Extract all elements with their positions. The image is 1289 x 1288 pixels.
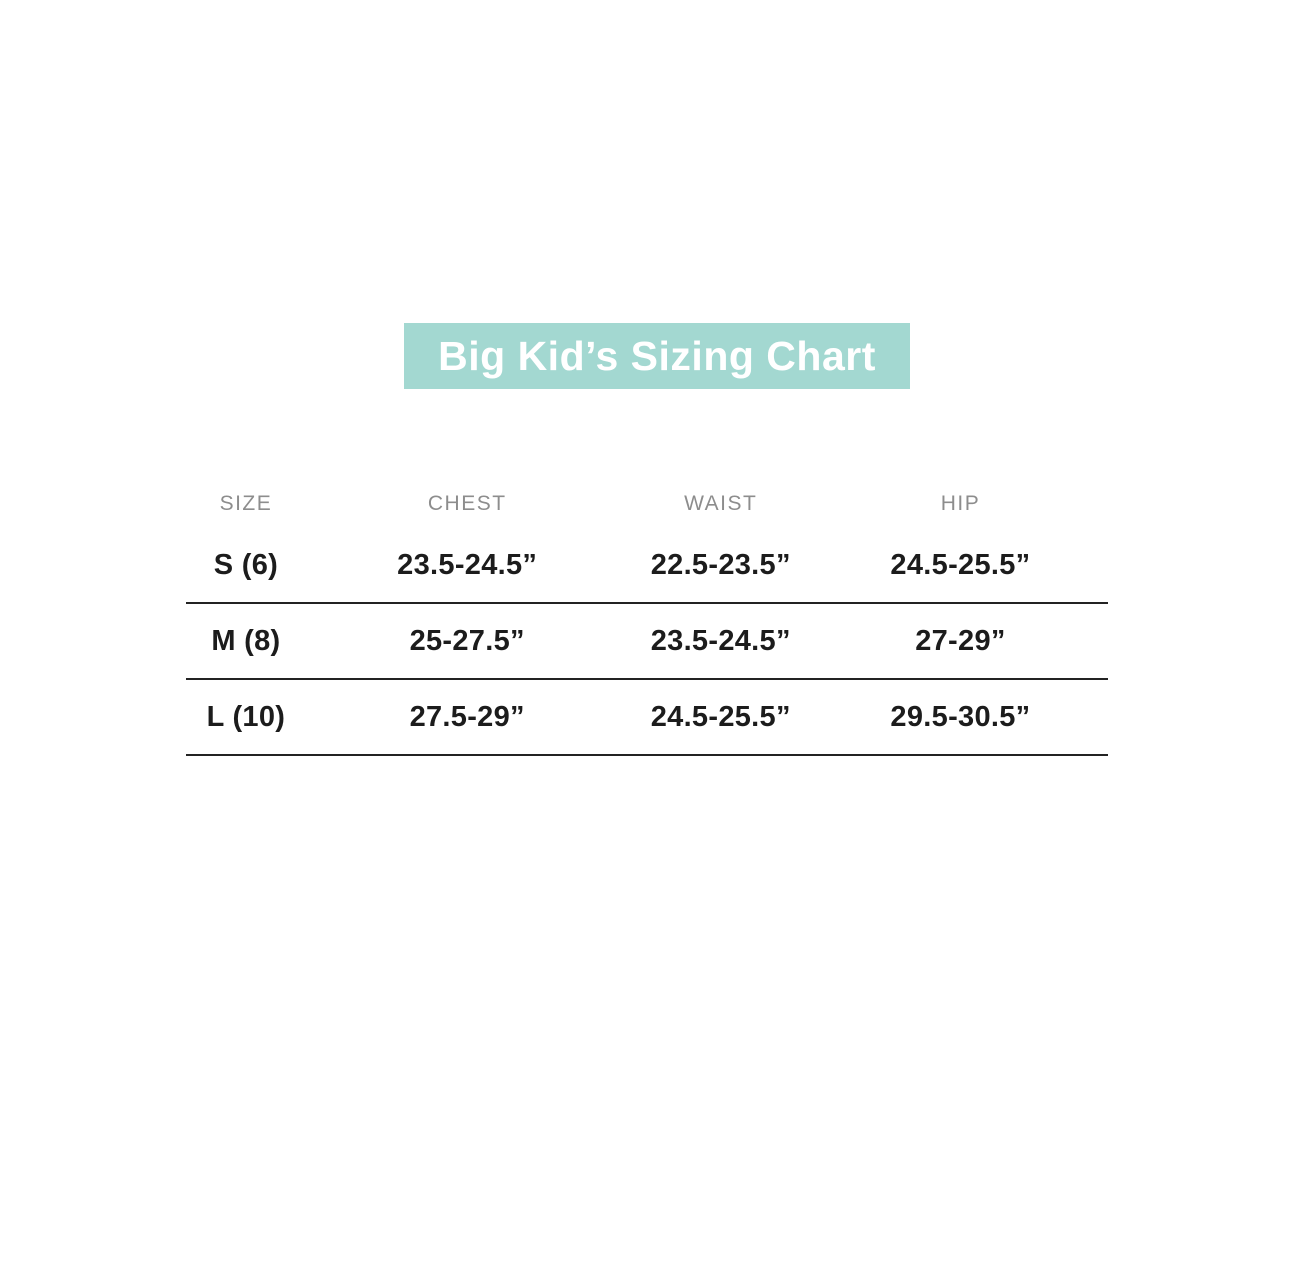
hip-cell: 24.5-25.5” (890, 548, 1031, 581)
table-row-medium (186, 604, 1108, 680)
table-row-small (186, 528, 1108, 604)
size-cell: M (8) (211, 624, 281, 657)
page-title: Big Kid’s Sizing Chart (438, 332, 876, 379)
hip-cell: 29.5-30.5” (890, 700, 1031, 733)
waist-cell: 22.5-23.5” (650, 548, 791, 581)
waist-cell: 23.5-24.5” (650, 624, 791, 657)
chest-cell: 25-27.5” (409, 624, 525, 657)
chart-title-banner (404, 323, 910, 389)
waist-cell: 24.5-25.5” (650, 700, 791, 733)
column-header-hip: HIP (940, 492, 981, 515)
size-cell: S (6) (213, 548, 279, 581)
hip-cell: 27-29” (915, 624, 1006, 657)
table-header-row (186, 480, 1108, 528)
chest-cell: 23.5-24.5” (397, 548, 538, 581)
chest-cell: 27.5-29” (409, 700, 525, 733)
size-cell: L (10) (206, 700, 286, 733)
column-header-waist: WAIST (684, 492, 758, 515)
column-header-chest: CHEST (427, 492, 507, 515)
sizing-table (186, 480, 1108, 756)
column-header-size: SIZE (219, 492, 273, 515)
table-row-large (186, 680, 1108, 756)
